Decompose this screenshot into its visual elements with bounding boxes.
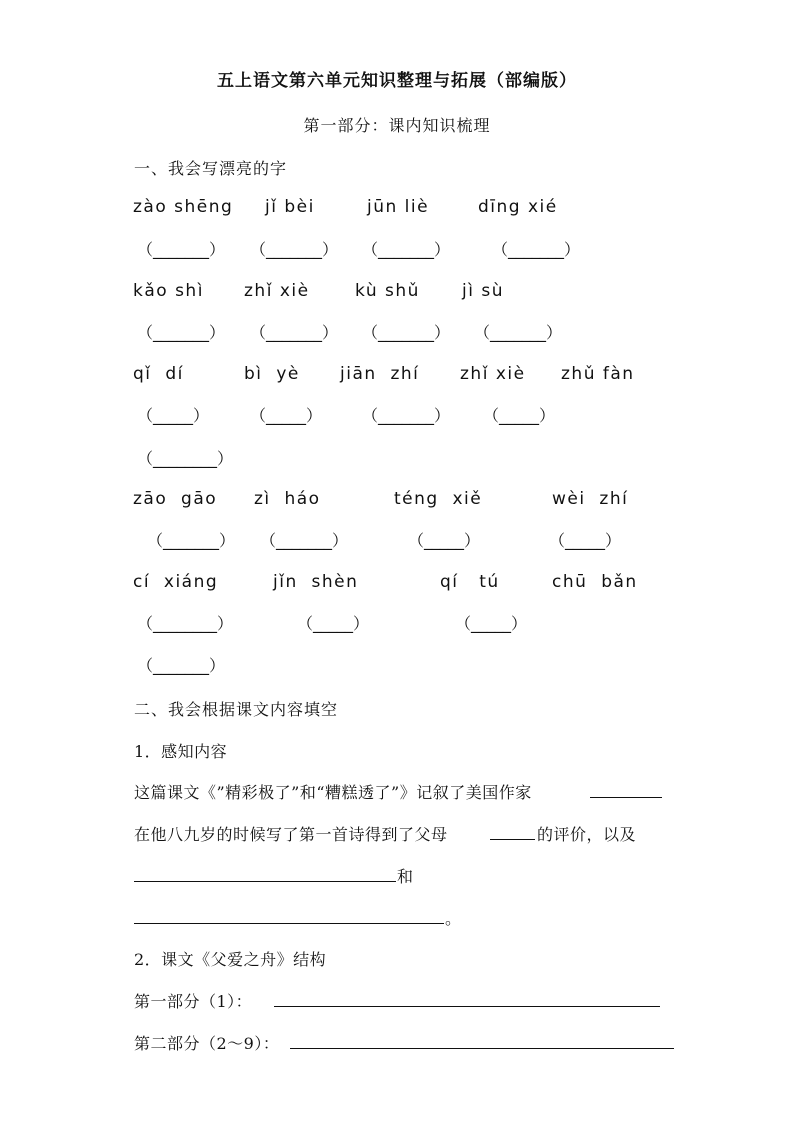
- fill-blank-author[interactable]: [590, 797, 662, 798]
- answer-blank[interactable]: （_______）: [137, 240, 226, 259]
- answer-blank[interactable]: （_______）: [147, 531, 236, 550]
- answer-blank[interactable]: （________）: [137, 614, 234, 633]
- pinyin-ding-xie: dīng xié: [478, 197, 558, 217]
- question1-line2a: 在他八九岁的时候写了第一首诗得到了父母: [134, 825, 448, 844]
- answer-blank[interactable]: （_______）: [362, 240, 451, 259]
- answer-blank[interactable]: （_______）: [250, 240, 339, 259]
- answer-blank[interactable]: （_____）: [483, 406, 556, 425]
- fill-blank-1[interactable]: [134, 881, 396, 882]
- pinyin-zi-hao: zì háo: [254, 489, 321, 509]
- answer-blank[interactable]: （_______）: [362, 323, 451, 342]
- answer-blank[interactable]: （_______）: [474, 323, 563, 342]
- structure-part2-label: 第二部分（2～9）：: [134, 1034, 280, 1053]
- pinyin-zao-sheng: zào shēng: [133, 197, 234, 217]
- question2-title: 2．课文《父爱之舟》结构: [134, 950, 327, 969]
- answer-blank[interactable]: （_______）: [362, 406, 451, 425]
- answer-blank[interactable]: （_____）: [250, 406, 323, 425]
- pinyin-ji-su: jì sù: [462, 281, 504, 301]
- pinyin-jin-shen: jǐn shèn: [273, 572, 359, 592]
- section2-heading: 二、我会根据课文内容填空: [134, 700, 339, 719]
- structure-part1-label: 第一部分（1）：: [134, 992, 253, 1011]
- pinyin-kao-shi: kǎo shì: [133, 281, 204, 301]
- pinyin-zhi-xie-2: zhǐ xiè: [460, 364, 526, 384]
- fill-blank-2[interactable]: [134, 923, 444, 924]
- pinyin-zhu-fan: zhǔ fàn: [561, 364, 635, 384]
- answer-blank[interactable]: （_______）: [137, 323, 226, 342]
- fill-blank-part2[interactable]: [290, 1048, 674, 1049]
- question1-line1: 这篇课文《”精彩极了”和“糟糕透了”》记叙了美国作家: [134, 783, 532, 802]
- page-subtitle: 第一部分：课内知识梳理: [303, 116, 491, 135]
- answer-blank[interactable]: （_______）: [260, 531, 349, 550]
- answer-blank[interactable]: （_____）: [137, 406, 210, 425]
- question1-line3-end: 和: [397, 867, 414, 886]
- pinyin-jian-zhi: jiān zhí: [340, 364, 420, 384]
- pinyin-zao-gao: zāo gāo: [133, 489, 218, 509]
- answer-blank[interactable]: （_______）: [137, 656, 226, 675]
- question1-title: 1．感知内容: [134, 742, 228, 761]
- pinyin-bi-ye: bì yè: [244, 364, 300, 384]
- answer-blank[interactable]: （_____）: [549, 531, 622, 550]
- pinyin-zhi-xie: zhǐ xiè: [244, 281, 310, 301]
- section1-heading: 一、我会写漂亮的字: [134, 159, 288, 178]
- pinyin-ci-xiang: cí xiáng: [133, 572, 219, 592]
- answer-blank[interactable]: （_____）: [408, 531, 481, 550]
- answer-blank[interactable]: （_____）: [297, 614, 370, 633]
- pinyin-chu-ban: chū bǎn: [552, 572, 638, 592]
- pinyin-jun-lie: jūn liè: [367, 197, 430, 217]
- fill-blank-part1[interactable]: [274, 1006, 660, 1007]
- question1-line4-end: 。: [445, 909, 462, 928]
- pinyin-ku-shu: kù shǔ: [355, 281, 420, 301]
- pinyin-qi-tu: qí tú: [440, 572, 500, 592]
- pinyin-teng-xie: téng xiě: [394, 489, 483, 509]
- answer-blank[interactable]: （________）: [137, 449, 234, 468]
- answer-blank[interactable]: （_______）: [250, 323, 339, 342]
- question1-line2b: 的评价，以及: [537, 825, 637, 844]
- page-title: 五上语文第六单元知识整理与拓展（部编版）: [217, 71, 577, 91]
- pinyin-qi-di: qǐ dí: [133, 364, 184, 384]
- answer-blank[interactable]: （_______）: [492, 240, 581, 259]
- fill-blank-evaluation[interactable]: [490, 839, 535, 840]
- pinyin-ji-bei: jǐ bèi: [265, 197, 315, 217]
- answer-blank[interactable]: （_____）: [455, 614, 528, 633]
- pinyin-wei-zhi: wèi zhí: [552, 489, 629, 509]
